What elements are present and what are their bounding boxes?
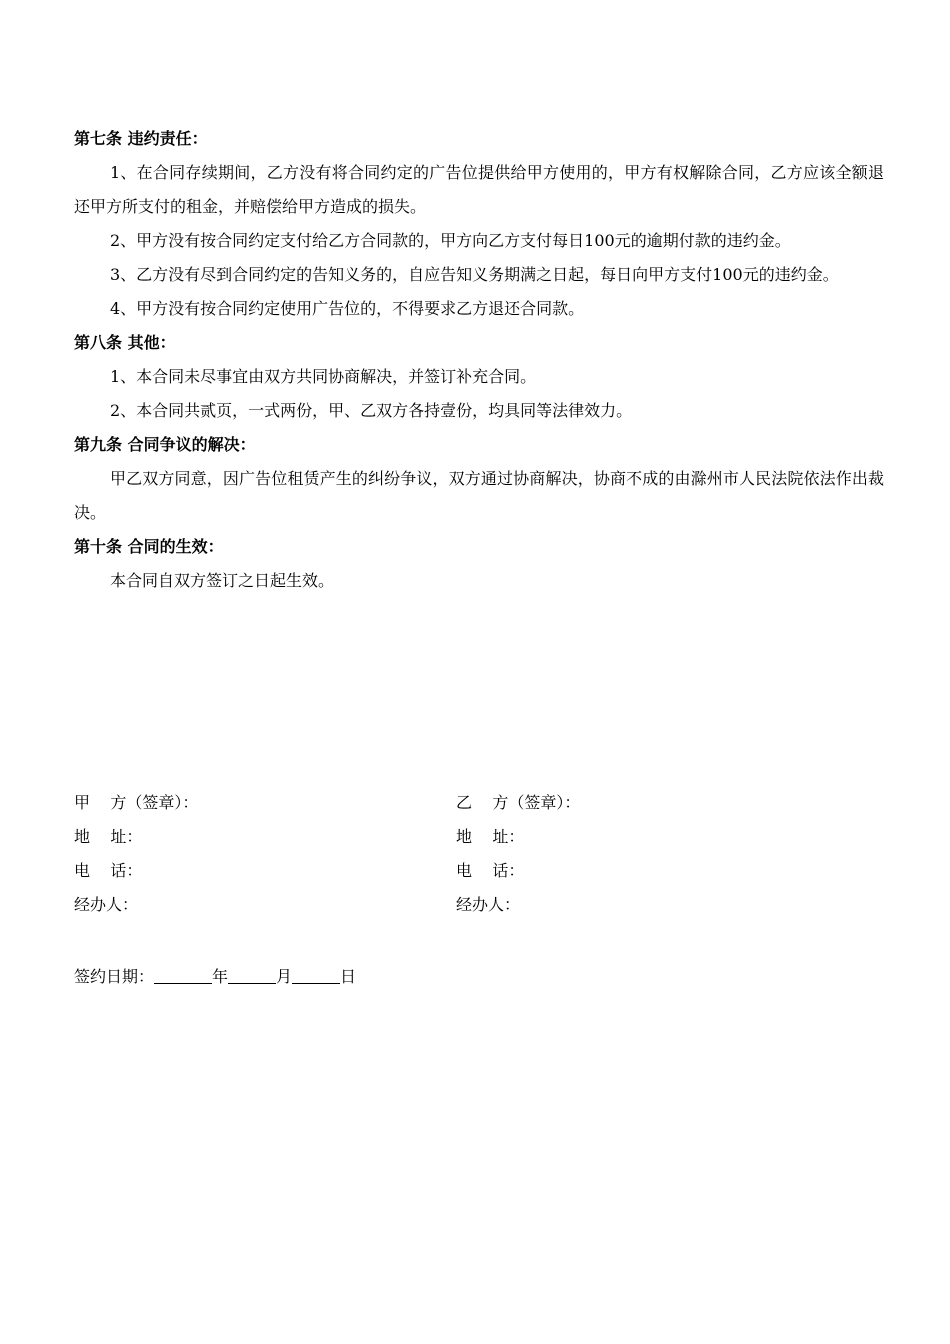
article-8-clause-1: 1、本合同未尽事宜由双方共同协商解决，并签订补充合同。 [110, 367, 537, 386]
party-a-signature [74, 786, 198, 922]
party-a-title: 甲 方（签章）： [74, 793, 199, 812]
party-b-signature [456, 786, 580, 922]
article-8-heading: 第八条 其他： [74, 333, 176, 352]
party-b-phone: 电 话： [456, 861, 525, 880]
party-a-address: 地 址： [74, 827, 143, 846]
party-b-address: 地 址： [456, 827, 525, 846]
article-10-clause-1: 本合同自双方签订之日起生效。 [110, 571, 335, 590]
month-blank [228, 963, 276, 984]
party-a-agent: 经办人： [74, 895, 139, 914]
signing-date-label: 签约日期： [74, 967, 155, 986]
article-7-clause-3: 3、乙方没有尽到合同约定的告知义务的，自应告知义务期满之日起，每日向甲方支付100元的违约金。 [110, 265, 839, 284]
day-label: 日 [340, 967, 357, 986]
signing-date [74, 960, 356, 994]
year-label: 年 [212, 967, 229, 986]
contract-articles [74, 122, 884, 598]
article-8-clause-2: 2、本合同共贰页，一式两份，甲、乙双方各持壹份，均具同等法律效力。 [110, 401, 633, 420]
day-blank [292, 963, 340, 984]
article-7-heading: 第七条 违约责任： [74, 129, 208, 148]
party-a-phone: 电 话： [74, 861, 143, 880]
article-9-clause-1: 甲乙双方同意，因广告位租赁产生的纠纷争议，双方通过协商解决，协商不成的由滁州市人民法院依法作出裁决。 [74, 469, 884, 522]
article-10-heading: 第十条 合同的生效： [74, 537, 224, 556]
article-7-clause-4: 4、甲方没有按合同约定使用广告位的，不得要求乙方退还合同款。 [110, 299, 585, 318]
article-7-clause-2: 2、甲方没有按合同约定支付给乙方合同款的，甲方向乙方支付每日100元的逾期付款的违约金。 [110, 231, 791, 250]
party-b-agent: 经办人： [456, 895, 521, 914]
year-blank [154, 963, 212, 984]
article-7-clause-1: 1、在合同存续期间，乙方没有将合同约定的广告位提供给甲方使用的，甲方有权解除合同，乙方应该全额退还甲方所支付的租金，并赔偿给甲方造成的损失。 [74, 163, 884, 216]
month-label: 月 [276, 967, 293, 986]
party-b-title: 乙 方（签章）： [456, 793, 581, 812]
article-9-heading: 第九条 合同争议的解决： [74, 435, 256, 454]
